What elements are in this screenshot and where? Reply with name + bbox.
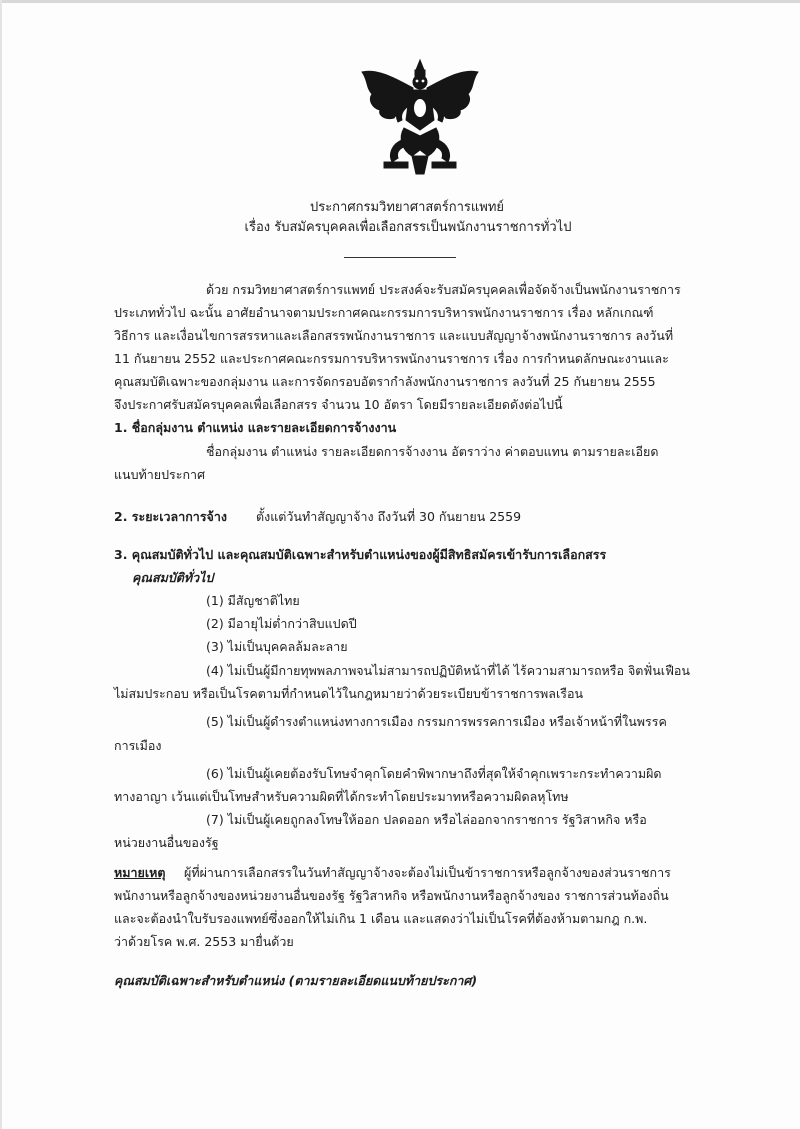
garuda-emblem-icon	[358, 58, 482, 176]
intro-line: จึงประกาศรับสมัครบุคคลเพื่อเลือกสรร จำนวน 10 อัตรา โดยมีรายละเอียดดังต่อไปนี้	[114, 397, 563, 412]
qualification-item: (3) ไม่เป็นบุคคลล้มละลาย	[206, 639, 348, 654]
section1-body: แนบท้ายประกาศ	[114, 467, 206, 482]
intro-line: ด้วย กรมวิทยาศาสตร์การแพทย์ ประสงค์จะรับสมัครบุคคลเพื่อจัดจ้างเป็นพนักงานราชการ	[206, 282, 681, 297]
qualification-item: (6) ไม่เป็นผู้เคยต้องรับโทษจำคุกโดยคำพิพากษาถึงที่สุดให้จำคุกเพราะกระทำความผิด	[206, 766, 662, 781]
section2-heading: 2. ระยะเวลาการจ้าง	[114, 509, 227, 524]
header-divider	[344, 257, 456, 258]
announcement-title: ประกาศกรมวิทยาศาสตร์การแพทย์	[309, 200, 505, 215]
general-qualifications-heading: คุณสมบัติทั่วไป	[132, 570, 214, 585]
specific-qualifications-heading: คุณสมบัติเฉพาะสำหรับตำแหน่ง (ตามรายละเอียดแนบท้ายประกาศ)	[114, 973, 478, 988]
note-line: พนักงานหรือลูกจ้างของหน่วยงานอื่นของรัฐ รัฐวิสาหกิจ หรือพนักงานหรือลูกจ้างของ ราชการส่วนท้องถิ่น	[114, 888, 669, 903]
qualification-item-cont: ทางอาญา เว้นแต่เป็นโทษสำหรับความผิดที่ได้กระทำโดยประมาทหรือความผิดลหุโทษ	[114, 789, 569, 804]
section3-heading: 3. คุณสมบัติทั่วไป และคุณสมบัติเฉพาะสำหรับตำแหน่งของผู้มีสิทธิสมัครเข้ารับการเลือกสรร	[114, 547, 607, 562]
announcement-subject: เรื่อง รับสมัครบุคคลเพื่อเลือกสรรเป็นพนักงานราชการทั่วไป	[244, 220, 572, 235]
note-line: ว่าด้วยโรค พ.ศ. 2553 มายื่นด้วย	[114, 934, 294, 949]
section1-heading: 1. ชื่อกลุ่มงาน ตำแหน่ง และรายละเอียดการจ้างงาน	[114, 420, 397, 435]
note-label: หมายเหตุ	[114, 865, 166, 880]
qualification-item: (4) ไม่เป็นผู้มีกายทุพพลภาพจนไม่สามารถปฏิบัติหน้าที่ได้ ไร้ความสามารถหรือ จิตฟั่นเฟือน	[206, 663, 690, 678]
section2-body: ตั้งแต่วันทำสัญญาจ้าง ถึงวันที่ 30 กันยายน 2559	[256, 509, 522, 524]
qualification-item-cont: หน่วยงานอื่นของรัฐ	[114, 835, 219, 850]
intro-line: วิธีการ และเงื่อนไขการสรรหาและเลือกสรรพนักงานราชการ และแบบสัญญาจ้างพนักงานราชการ ลงวันที่	[114, 328, 674, 343]
qualification-item: (7) ไม่เป็นผู้เคยถูกลงโทษให้ออก ปลดออก หรือไล่ออกจากราชการ รัฐวิสาหกิจ หรือ	[206, 812, 647, 827]
qualification-item: (1) มีสัญชาติไทย	[206, 593, 300, 608]
qualification-item: (2) มีอายุไม่ต่ำกว่าสิบแปดปี	[206, 616, 357, 631]
qualification-item-cont: การเมือง	[114, 738, 162, 753]
intro-line: คุณสมบัติเฉพาะของกลุ่มงาน และการจัดกรอบอัตรากำลังพนักงานราชการ ลงวันที่ 25 กันยายน 2555	[114, 374, 656, 389]
scan-edge	[0, 0, 2, 1129]
qualification-item: (5) ไม่เป็นผู้ดำรงตำแหน่งทางการเมือง กรรมการพรรคการเมือง หรือเจ้าหน้าที่ในพรรค	[206, 714, 667, 729]
qualification-item-cont: ไม่สมประกอบ หรือเป็นโรคตามที่กำหนดไว้ในกฎหมายว่าด้วยระเบียบข้าราชการพลเรือน	[114, 686, 584, 701]
note-line: ผู้ที่ผ่านการเลือกสรรในวันทำสัญญาจ้างจะต้องไม่เป็นข้าราชการหรือลูกจ้างของส่วนราชการ	[184, 865, 671, 880]
scan-edge	[0, 0, 800, 3]
intro-line: ประเภททั่วไป ฉะนั้น อาศัยอำนาจตามประกาศคณะกรรมการบริหารพนักงานราชการ เรื่อง หลักเกณฑ์	[114, 305, 654, 320]
note-line: และจะต้องนำใบรับรองแพทย์ซึ่งออกให้ไม่เกิน 1 เดือน และแสดงว่าไม่เป็นโรคที่ต้องห้ามตามกฎ ก.พ.	[114, 911, 648, 926]
section1-body: ชื่อกลุ่มงาน ตำแหน่ง รายละเอียดการจ้างงาน อัตราว่าง ค่าตอบแทน ตามรายละเอียด	[206, 444, 659, 459]
intro-line: 11 กันยายน 2552 และประกาศคณะกรรมการบริหารพนักงานราชการ เรื่อง การกำหนดลักษณะงานและ	[114, 351, 669, 366]
